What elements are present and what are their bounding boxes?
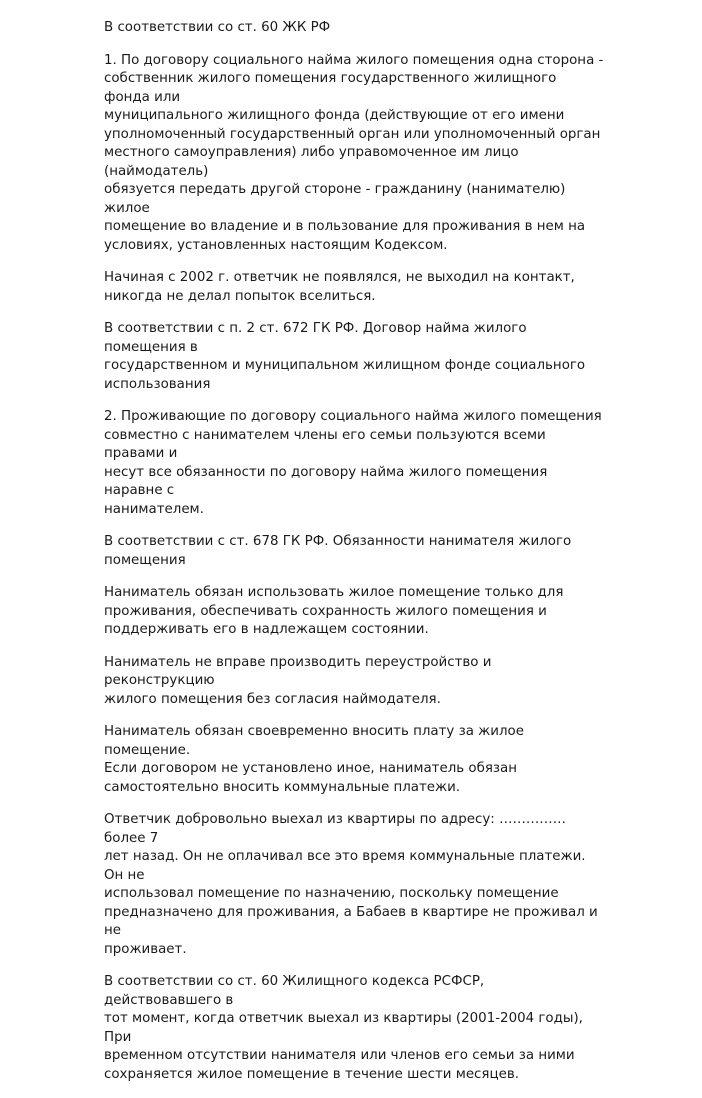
paragraph-defendant-absence: Начиная с 2002 г. ответчик не появлялся, не выходил на контакт, никогда не делал попыток вселиться.: [104, 270, 575, 304]
paragraph-reference-gk-art-678: В соответствии с ст. 678 ГК РФ. Обязанности нанимателя жилого помещения: [104, 534, 572, 568]
paragraph-family-members-rights: 2. Проживающие по договору социального найма жилого помещения совместно с нанимателем члены его семьи пользуются всеми правами и несут все обязанности по договору найма жилого помещения наравне с нанимателем.: [104, 409, 602, 517]
paragraph-defendant-moved-out: Ответчик добровольно выехал из квартиры по адресу: …………… более 7 лет назад. Он не оплачивал все это время коммунальные платежи. Он не использовал помещение по назначению, поскольку помещение предназначено для проживания, а Бабаев в квартире не проживал и не проживает.: [104, 812, 598, 957]
paragraph-social-tenancy-definition: 1. По договору социального найма жилого помещения одна сторона - собственник жилого помещения государственного жилищного фонда или муниципального жилищного фонда (действующие от его имени уполномоченный государственный орган или уполномоченный орган местного самоуправления) либо управомоченное им лицо (наймодатель) обязуется передать другой стороне - гражданину (нанимателю) жилое помещение во владение и в пользование для проживания в нем на условиях, установленных настоящим Кодексом.: [104, 52, 604, 253]
paragraph-reference-gk-art-672: В соответствии с п. 2 ст. 672 ГК РФ. Договор найма жилого помещения в государственном и муниципальном жилищном фонде социального использования: [104, 321, 586, 392]
heading-reference-zhk-art-60: В соответствии со ст. 60 ЖК РФ: [104, 20, 331, 35]
paragraph-no-reconstruction: Наниматель не вправе производить переустройство и реконструкцию жилого помещения без согласия наймодателя.: [104, 654, 492, 707]
paragraph-reference-zhk-rsfsr-art-60: В соответствии со ст. 60 Жилищного кодекса РСФСР, действовавшего в тот момент, когда ответчик выехал из квартиры (2001-2004 годы), При временном отсутствии нанимателя или членов его семьи за ними сохраняется жилое помещение в течение шести месяцев.: [104, 974, 583, 1082]
paragraph-payment-obligation: Наниматель обязан своевременно вносить плату за жилое помещение. Если договором не установлено иное, наниматель обязан самостоятельно вносить коммунальные платежи.: [104, 724, 524, 795]
document-body: [104, 19, 604, 1098]
paragraph-tenant-use-obligation: Наниматель обязан использовать жилое помещение только для проживания, обеспечивать сохранность жилого помещения и поддерживать его в надлежащем состоянии.: [104, 585, 564, 637]
